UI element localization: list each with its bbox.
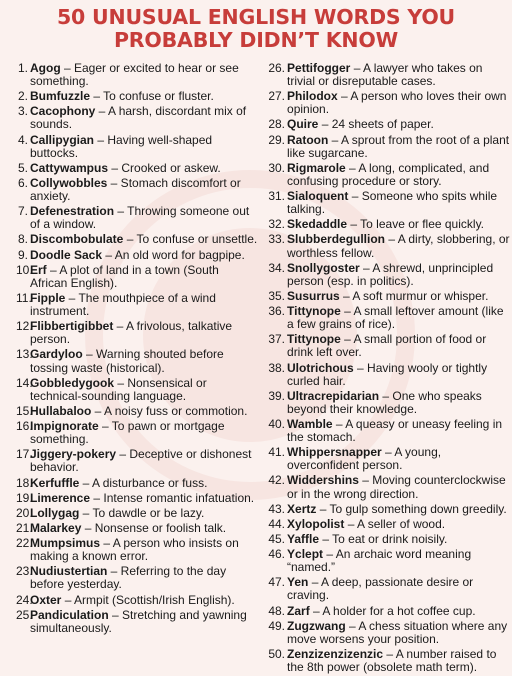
list-item [268,418,512,444]
item-definition: – Deceptive or dishonest behavior. [30,447,252,475]
item-definition: – Nonsense or foolish talk. [81,520,227,535]
item-definition: – A dirty, slobbering, or worthless fellow. [287,232,510,260]
list-item [268,390,512,416]
item-number: 36. [268,304,286,319]
item-word: Yclept [287,547,324,562]
item-number: 20. [16,505,33,520]
list-item [16,492,258,505]
item-word: Collywobbles [30,175,108,190]
item-text [30,492,258,505]
item-definition: – To leave or flee quickly. [347,217,485,232]
item-word: Xertz [287,501,317,516]
item-number: 4. [17,132,28,147]
item-definition: – 24 sheets of paper. [318,117,434,132]
item-number: 17. [16,447,33,462]
item-number: 39. [268,388,286,403]
word-list-column-left [0,62,266,676]
item-word: Impignorate [30,419,99,434]
list-item [268,503,512,516]
item-word: Defenestration [30,204,115,219]
list-item [16,348,258,374]
item-word: Flibbertigibbet [30,319,114,334]
item-word: Zarf [287,603,310,618]
item-word: Skedaddle [287,217,348,232]
list-item [16,420,258,446]
list-item [268,533,512,546]
item-text [30,565,258,591]
list-item [268,62,512,88]
item-word: Gobbledygook [30,375,114,390]
item-definition: – A young, overconfident person. [287,445,442,473]
item-number: 6. [17,175,28,190]
item-text [30,205,258,231]
item-word: Mumpsimus [30,536,101,551]
list-item [268,305,512,331]
item-number: 43. [268,501,286,516]
item-number: 26. [268,61,286,75]
item-number: 49. [268,618,286,633]
item-word: Yaffle [287,531,320,546]
item-definition: – Having well-shaped buttocks. [30,132,213,160]
item-definition: – A sprout from the root of a plant like sugarcane. [287,132,510,160]
item-number: 14. [16,375,33,390]
list-item [16,522,258,535]
item-text [30,249,258,262]
item-word: Nudiustertian [30,564,108,579]
item-text [287,390,512,416]
list-item [16,134,258,160]
item-text [287,118,512,131]
page-title [0,0,512,52]
item-text [30,348,258,374]
item-text [287,290,512,303]
item-definition: – The mouthpiece of a wind instrument. [30,290,216,319]
item-word: Kerfuffle [30,475,80,490]
list-item [268,218,512,231]
item-text [287,548,512,574]
item-text [287,533,512,546]
item-definition: – A chess situation where any move worsens your position. [287,618,508,646]
item-text [30,609,258,635]
item-number: 38. [268,360,286,375]
list-item [16,565,258,591]
item-word: Rigmarole [287,160,346,175]
item-text [30,105,258,131]
item-definition: – Crooked or askew. [108,160,221,175]
item-number: 29. [268,132,286,147]
item-word: Ratoon [287,132,329,147]
list-item [268,518,512,531]
item-word: Ulotrichous [287,360,354,375]
item-number: 44. [268,516,286,531]
list-item [16,292,258,318]
item-definition: – Referring to the day before yesterday. [30,564,227,592]
list-item [16,405,258,418]
item-number: 41. [268,445,286,460]
item-word: Cacophony [30,104,96,119]
item-word: Erf [30,262,47,277]
item-text [287,446,512,472]
item-definition: – Having wooly or tightly curled hair. [287,360,488,388]
item-word: Yen [287,575,309,590]
item-number: 50. [268,646,286,661]
list-item [16,62,258,88]
item-word: Agog [30,61,61,75]
list-item [16,507,258,520]
list-item [268,233,512,259]
item-text [30,377,258,403]
item-number: 16. [16,419,33,434]
list-item [16,177,258,203]
item-definition: – A lawyer who takes on trivial or disreputable cases. [287,61,483,89]
item-word: Tittynope [287,304,341,319]
item-text [287,648,512,674]
item-text [30,233,258,246]
list-item [268,190,512,216]
item-text [287,134,512,160]
list-item [16,609,258,635]
list-item [16,90,258,103]
list-item [268,134,512,160]
item-text [287,576,512,602]
list-item [16,594,258,607]
list-item [268,118,512,131]
item-number: 8. [17,232,28,247]
list-item [268,605,512,618]
item-number: 7. [17,204,28,219]
item-text [30,405,258,418]
item-word: Zugzwang [287,618,346,633]
item-text [30,448,258,474]
list-item [16,448,258,474]
item-text [30,292,258,318]
list-item [268,446,512,472]
item-word: Slubberdegullion [287,232,386,247]
list-item [16,320,258,346]
item-text [287,333,512,359]
item-definition: – A seller of wood. [344,516,446,531]
item-number: 45. [268,531,286,546]
item-number: 31. [268,189,286,204]
list-item [16,377,258,403]
item-text [287,162,512,188]
list-item [268,548,512,574]
item-definition: – A disturbance or fuss. [79,475,208,490]
item-text [30,134,258,160]
item-definition: – Nonsensical or technical-sounding language. [30,375,207,403]
list-item [16,249,258,262]
list-item [268,620,512,646]
item-number: 28. [268,117,286,132]
item-number: 24. [16,592,33,607]
item-text [30,477,258,490]
item-text [287,503,512,516]
list-item [268,362,512,388]
item-definition: – Stretching and yawning simultaneously. [30,607,247,635]
item-number: 32. [268,217,286,232]
item-definition: – A frivolous, talkative person. [30,319,233,347]
item-number: 22. [16,536,33,551]
item-number: 1. [17,61,28,75]
item-definition: – Throwing someone out of a window. [30,204,250,232]
item-number: 34. [268,260,286,275]
item-text [287,90,512,116]
item-word: Sialoquent [287,189,349,204]
item-text [287,218,512,231]
item-text [30,162,258,175]
item-word: Zenzizenzizenzic [287,646,384,661]
item-definition: – An archaic word meaning “named.” [287,547,472,575]
list-item [268,290,512,303]
item-number: 46. [268,547,286,562]
list-item [268,262,512,288]
item-definition: – A soft murmur or whisper. [339,288,489,303]
item-definition: – To dawdle or be lazy. [79,505,205,520]
item-text [30,177,258,203]
item-word: Lollygag [30,505,80,520]
item-word: Bumfuzzle [30,89,90,104]
item-number: 42. [268,473,286,488]
item-definition: – A small leftover amount (like a few grains of rice). [287,304,504,332]
item-text [287,605,512,618]
item-definition: – A small portion of food or drink left over. [287,332,487,360]
item-definition: – A shrewd, unprincipled person (esp. in politics). [287,260,494,288]
list-item [268,90,512,116]
item-definition: – To confuse or fluster. [90,89,214,104]
item-definition: – To eat or drink noisily. [319,531,448,546]
item-definition: – To gulp something down greedily. [316,501,507,516]
list-item [16,264,258,290]
title-line-1: 50 UNUSUAL ENGLISH WORDS YOU [56,5,456,29]
item-number: 10. [16,262,33,277]
item-text [30,537,258,563]
item-word: Fipple [30,290,66,305]
item-definition: – Stomach discomfort or anxiety. [30,175,241,204]
item-number: 37. [268,332,286,347]
item-word: Jiggery-pokery [30,447,117,462]
item-definition: – An old word for bagpipe. [102,247,245,262]
item-definition: – Armpit (Scottish/Irish English). [61,592,235,607]
item-text [287,62,512,88]
item-definition: – A noisy fuss or commotion. [91,403,248,418]
item-text [287,233,512,259]
item-text [30,320,258,346]
item-definition: – A queasy or uneasy feeling in the stomach. [287,417,503,445]
item-number: 19. [16,490,33,505]
title-line-2: PROBABLY DIDN’T KNOW [113,28,398,52]
item-definition: – Intense romantic infatuation. [90,490,255,505]
item-number: 40. [268,417,286,431]
item-text [287,620,512,646]
list-item [16,477,258,490]
item-definition: – A person who insists on making a known error. [30,536,239,564]
item-text [30,594,258,607]
list-item [16,162,258,175]
item-text [30,264,258,290]
item-text [287,190,512,216]
item-word: Wamble [287,417,333,431]
item-number: 33. [268,232,286,247]
list-item [268,474,512,500]
list-item [268,576,512,602]
word-list [0,62,512,676]
item-number: 21. [16,520,33,535]
item-definition: – Moving counterclockwise or in the wrong direction. [287,473,506,501]
list-item [16,205,258,231]
item-word: Discombobulate [30,232,124,247]
item-word: Whippersnapper [287,445,382,460]
item-text [287,418,512,444]
list-item [268,162,512,188]
item-definition: – A long, complicated, and confusing procedure or story. [287,160,490,188]
item-text [30,62,258,88]
item-word: Pettifogger [287,61,351,75]
item-text [30,522,258,535]
item-number: 25. [16,607,33,622]
item-definition: – One who speaks beyond their knowledge. [287,388,482,416]
item-text [30,507,258,520]
item-word: Gardyloo [30,347,83,362]
item-word: Susurrus [287,288,340,303]
item-text [30,90,258,103]
item-definition: – Someone who spits while talking. [287,189,498,217]
item-text [287,262,512,288]
item-text [287,518,512,531]
item-word: Ultracrepidarian [287,388,380,403]
list-item [16,537,258,563]
item-word: Snollygoster [287,260,360,275]
item-number: 5. [17,160,28,175]
item-definition: – A holder for a hot coffee cup. [309,603,476,618]
item-text [30,420,258,446]
list-item [268,333,512,359]
list-item [16,105,258,131]
item-number: 27. [268,89,286,104]
item-word: Oxter [30,592,62,607]
item-word: Pandiculation [30,607,109,622]
item-text [287,474,512,500]
item-word: Doodle Sack [30,247,103,262]
item-word: Malarkey [30,520,82,535]
item-definition: – A person who loves their own opinion. [287,89,507,117]
item-number: 2. [17,89,28,104]
item-word: Limerence [30,490,91,505]
item-number: 48. [268,603,286,618]
item-definition: – A plot of land in a town (South African English). [30,262,219,290]
item-definition: – A deep, passionate desire or craving. [287,575,474,603]
item-definition: – Warning shouted before tossing waste (historical). [30,347,224,375]
item-text [287,305,512,331]
item-number: 35. [268,288,286,303]
item-number: 18. [16,475,33,490]
item-number: 15. [16,403,33,418]
item-number: 23. [16,564,33,579]
item-definition: – To pawn or mortgage something. [30,419,225,447]
list-item [16,233,258,246]
item-definition: – To confuse or unsettle. [123,232,258,247]
item-word: Quire [287,117,319,132]
item-text [287,362,512,388]
item-definition: – A number raised to the 8th power (obsolete math term). [287,646,497,675]
item-word: Widdershins [287,473,359,488]
item-word: Callipygian [30,132,95,147]
word-list-column-right [266,62,512,676]
item-number: 9. [17,247,28,262]
item-number: 3. [17,104,28,119]
item-number: 30. [268,160,286,175]
item-word: Tittynope [287,332,341,347]
list-item [268,648,512,674]
item-definition: – A harsh, discordant mix of sounds. [30,104,247,132]
item-number: 13. [16,347,33,362]
item-word: Xylopolist [287,516,345,531]
item-word: Philodox [287,89,338,104]
item-definition: – Eager or excited to hear or see something. [30,61,239,89]
item-word: Cattywampus [30,160,109,175]
item-word: Hullabaloo [30,403,92,418]
item-number: 47. [268,575,286,590]
item-number: 12. [16,319,33,334]
item-number: 11. [16,290,32,305]
